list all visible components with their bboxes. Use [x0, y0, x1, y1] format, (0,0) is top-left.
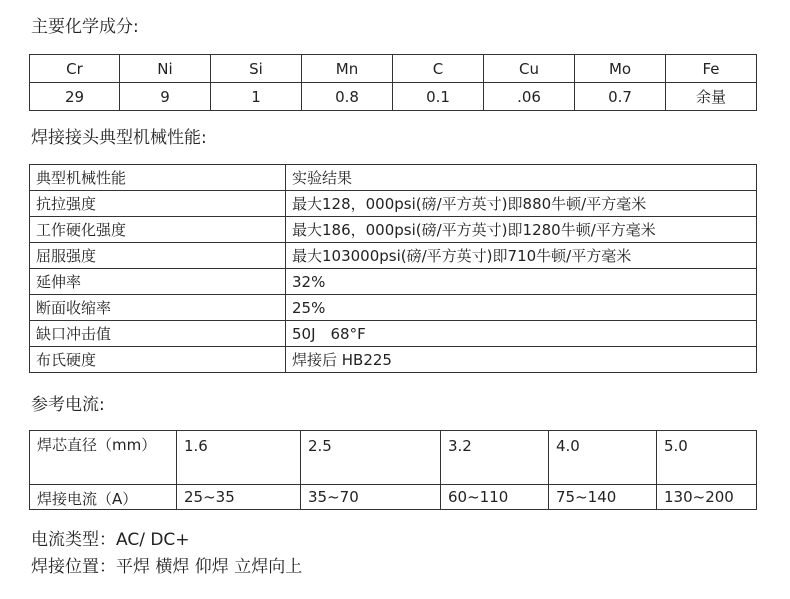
table-cell: 断面收缩率 [30, 295, 286, 321]
table-cell: 屈服强度 [30, 243, 286, 269]
table-cell: 余量 [666, 83, 757, 111]
current-table [29, 430, 757, 510]
table-cell: 工作硬化强度 [30, 217, 286, 243]
table-cell: 75~140 [549, 485, 657, 510]
table-cell: Mn [302, 55, 393, 83]
table-cell: 最大128，000psi(磅/平方英寸)即880牛顿/平方毫米 [286, 191, 757, 217]
table-cell: 50J 68°F [286, 321, 757, 347]
table-cell: Fe [666, 55, 757, 83]
table-cell: 典型机械性能 [30, 165, 286, 191]
table-cell: 0.1 [393, 83, 484, 111]
mechanical-title: 焊接接头典型机械性能: [31, 128, 207, 148]
composition-title: 主要化学成分: [31, 17, 139, 37]
table-row [30, 321, 757, 347]
table-cell: .06 [484, 83, 575, 111]
table-cell: 焊接电流（A） [30, 485, 177, 510]
composition-header-row [30, 55, 757, 83]
table-cell: 5.0 [657, 431, 757, 485]
table-cell: 130~200 [657, 485, 757, 510]
table-cell: 60~110 [441, 485, 549, 510]
composition-value-row [30, 83, 757, 111]
table-cell: Mo [575, 55, 666, 83]
table-row [30, 295, 757, 321]
table-cell: 布氏硬度 [30, 347, 286, 373]
table-cell: 实验结果 [286, 165, 757, 191]
table-cell: 最大103000psi(磅/平方英寸)即710牛顿/平方毫米 [286, 243, 757, 269]
table-cell: Cu [484, 55, 575, 83]
table-row [30, 269, 757, 295]
table-cell: 焊芯直径（mm） [30, 431, 177, 485]
table-row [30, 217, 757, 243]
table-row [30, 347, 757, 373]
table-cell: 焊接后 HB225 [286, 347, 757, 373]
table-cell: 32% [286, 269, 757, 295]
table-cell: 1 [211, 83, 302, 111]
table-cell: 1.6 [177, 431, 301, 485]
table-cell: 29 [30, 83, 120, 111]
table-cell: 4.0 [549, 431, 657, 485]
current-type-text: 电流类型：AC/ DC+ [31, 530, 190, 550]
table-cell: 延伸率 [30, 269, 286, 295]
table-cell: 25~35 [177, 485, 301, 510]
table-row [30, 485, 757, 510]
current-title: 参考电流: [31, 395, 105, 415]
table-cell: C [393, 55, 484, 83]
table-cell: 最大186，000psi(磅/平方英寸)即1280牛顿/平方毫米 [286, 217, 757, 243]
table-cell: 2.5 [301, 431, 441, 485]
table-cell: 0.8 [302, 83, 393, 111]
table-cell: Cr [30, 55, 120, 83]
table-cell: 抗拉强度 [30, 191, 286, 217]
table-cell: Ni [120, 55, 211, 83]
table-cell: 0.7 [575, 83, 666, 111]
table-cell: Si [211, 55, 302, 83]
table-cell: 25% [286, 295, 757, 321]
table-row [30, 191, 757, 217]
table-row [30, 165, 757, 191]
table-cell: 9 [120, 83, 211, 111]
table-cell: 缺口冲击值 [30, 321, 286, 347]
welding-position-text: 焊接位置：平焊 横焊 仰焊 立焊向上 [31, 557, 303, 577]
table-cell: 3.2 [441, 431, 549, 485]
table-cell: 35~70 [301, 485, 441, 510]
table-row [30, 243, 757, 269]
table-row [30, 431, 757, 485]
composition-table [29, 54, 757, 111]
mechanical-table [29, 164, 757, 373]
